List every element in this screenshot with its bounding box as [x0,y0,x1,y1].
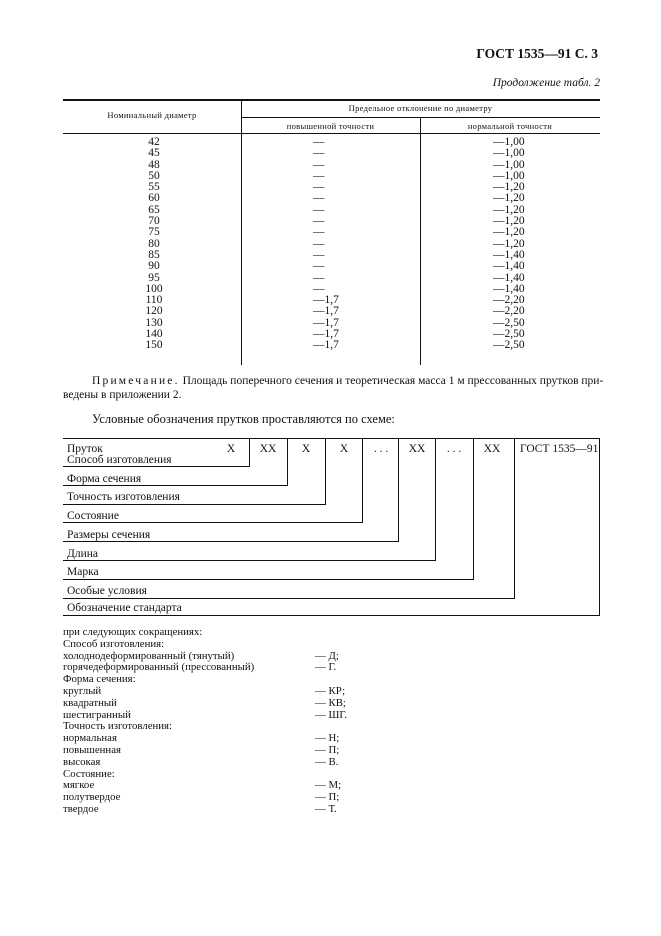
diameter-cell: 130 [145,316,163,329]
high-precision-cell: — [313,192,325,205]
header-nominal-diameter: Номинальный диаметр [107,110,197,120]
code-3: X [301,443,311,455]
diameter-cell: 95 [148,271,160,284]
high-precision-cell: —1,7 [313,305,339,318]
normal-precision-cell: —2,50 [493,328,525,341]
high-precision-cell: — [313,181,325,194]
table-continuation-label: Продолжение табл. 2 [492,77,600,89]
diameter-column [139,137,169,352]
scheme-row-method: Способ изготовления [67,454,172,466]
diameter-cell: 90 [148,260,160,273]
abbreviation-group-title: Способ изготовления: [63,637,165,650]
note-line-1: Площадь поперечного сечения и теоретическая масса 1 м прессованных прутков при- [182,375,604,387]
normal-precision-cell: —1,40 [493,248,525,261]
diameter-cell: 100 [145,282,163,295]
table-top-rule [63,99,600,101]
normal-precision-cell: —1,20 [493,203,525,216]
high-precision-cell: —1,7 [313,294,339,307]
scheme-standard: ГОСТ 1535—91 [520,443,599,455]
diameter-cell: 55 [148,181,160,194]
abbreviation-item [63,755,339,769]
table-col-divider-1 [241,99,242,365]
table-note [92,375,603,387]
abbreviation-name: квадратный [63,696,117,709]
scheme-row-length: Длина [67,548,98,560]
abbreviation-item [63,802,337,816]
scheme-sep [514,438,515,598]
normal-precision-column [493,137,533,352]
abbreviation-code: — Т. [315,802,337,815]
code-8: XX [483,443,501,455]
abbreviation-name: твердое [63,802,99,815]
high-precision-cell: — [313,215,325,228]
abbreviation-group-title: Точность изготовления: [63,720,173,733]
normal-precision-cell: —1,00 [493,158,525,171]
high-precision-cell: — [313,158,325,171]
abbreviation-name: нормальная [63,732,117,745]
diameter-cell: 42 [148,136,160,148]
normal-precision-cell: —1,20 [493,181,525,194]
scheme-start-label: Пруток [67,443,103,455]
scheme-sep [398,438,399,541]
note-line-2: ведены в приложении 2. [63,389,182,401]
scheme-row-rule [63,579,474,580]
note-label: Примечание. [92,375,180,387]
high-precision-cell: — [313,260,325,273]
scheme-sep [287,438,288,485]
code-1: X [226,443,236,455]
high-precision-cell: — [313,147,325,160]
normal-precision-cell: —1,40 [493,282,525,295]
diameter-cell: 85 [148,248,160,261]
abbreviation-group-title: Состояние: [63,767,115,780]
scheme-row-grade: Марка [67,566,99,578]
diameter-cell: 50 [148,169,160,182]
normal-precision-cell: —1,00 [493,136,525,148]
abbreviation-code: — П; [315,791,340,804]
scheme-row-rule [63,560,436,561]
abbreviation-code: — Н; [315,732,340,745]
scheme-row-size: Размеры сечения [67,529,151,541]
scheme-row-rule [63,522,363,523]
abbreviations-intro: при следующих сокращениях: [63,626,203,638]
normal-precision-cell: —2,20 [493,305,525,318]
diameter-cell: 48 [148,158,160,171]
scheme-sep [325,438,326,504]
header-limit-deviation: Предельное отклонение по диаметру [348,103,493,113]
scheme-row-rule [63,615,600,616]
normal-precision-cell: —1,40 [493,260,525,273]
header-high-precision: повышенной точности [286,121,375,131]
high-precision-cell: — [313,136,325,148]
normal-precision-cell: —1,20 [493,237,525,250]
high-precision-cell: — [313,169,325,182]
high-precision-cell: — [313,237,325,250]
abbreviation-name: шестигранный [63,708,131,721]
diameter-cell: 70 [148,215,160,228]
diameter-cell: 45 [148,147,160,160]
abbreviation-name: круглый [63,684,102,697]
table-col-divider-2 [420,117,421,365]
code-5: . . . [373,443,389,455]
table-header-rule [63,133,600,134]
scheme-row-rule [63,466,250,467]
abbreviation-name: горячедеформированный (прессованный) [63,661,255,674]
scheme-sep [473,438,474,579]
abbreviation-name: повышенная [63,743,121,756]
abbreviation-name: высокая [63,755,101,768]
abbreviation-name: холоднодеформированный (тянутый) [63,649,235,662]
diameter-cell: 120 [145,305,163,318]
scheme-row-state: Состояние [67,510,119,522]
high-precision-cell: —1,7 [313,339,339,352]
diameter-cell: 60 [148,192,160,205]
abbreviation-name: полутвердое [63,791,121,804]
header-normal-precision: нормальной точности [467,121,553,131]
normal-precision-cell: —2,20 [493,294,525,307]
normal-precision-cell: —1,00 [493,169,525,182]
tolerance-table [63,99,600,365]
scheme-row-shape: Форма сечения [67,473,142,485]
high-precision-column [313,137,353,352]
diameter-cell: 150 [145,339,163,352]
normal-precision-cell: —2,50 [493,316,525,329]
normal-precision-cell: —1,40 [493,271,525,284]
abbreviation-code: — КР; [315,684,346,697]
high-precision-cell: — [313,282,325,295]
scheme-row-rule [63,541,399,542]
scheme-sep [599,438,600,616]
scheme-sep [362,438,363,522]
code-4: X [339,443,349,455]
high-precision-cell: —1,7 [313,328,339,341]
normal-precision-cell: —1,20 [493,192,525,205]
diameter-cell: 65 [148,203,160,216]
abbreviations-list [63,626,348,816]
scheme-top-rule [63,438,600,439]
abbreviation-group-title: Форма сечения: [63,673,136,686]
scheme-row-precision: Точность изготовления [67,491,180,503]
scheme-row-rule [63,485,288,486]
normal-precision-cell: —1,20 [493,215,525,228]
abbreviation-code: — ШГ. [315,708,348,721]
scheme-row-rule [63,598,515,599]
high-precision-cell: — [313,226,325,239]
scheme-row-special: Особые условия [67,585,147,597]
high-precision-cell: — [313,271,325,284]
abbreviation-code: — В. [315,755,339,768]
abbreviation-code: — М; [315,779,342,792]
scheme-row-rule [63,504,326,505]
abbreviation-code: — КВ; [315,696,346,709]
abbreviation-code: — Д; [315,649,339,662]
diameter-cell: 75 [148,226,160,239]
abbreviation-name: мягкое [63,779,95,792]
high-precision-cell: —1,7 [313,316,339,329]
high-precision-cell: — [313,203,325,216]
abbreviation-code: — Г. [315,661,337,674]
scheme-row-standard: Обозначение стандарта [67,602,182,614]
scheme-sep [249,438,250,466]
normal-precision-cell: —1,20 [493,226,525,239]
code-7: . . . [446,443,462,455]
scheme-sep [435,438,436,560]
page-header: ГОСТ 1535—91 С. 3 [476,46,598,61]
high-precision-cell: — [313,248,325,261]
diameter-cell: 110 [145,294,163,307]
normal-precision-cell: —1,00 [493,147,525,160]
abbreviation-code: — П; [315,743,340,756]
designation-scheme [63,438,600,618]
scheme-intro: Условные обозначения прутков проставляются по схеме: [92,412,395,426]
diameter-cell: 80 [148,237,160,250]
code-2: XX [259,443,277,455]
diameter-cell: 140 [145,328,163,341]
code-6: XX [408,443,426,455]
normal-precision-cell: —2,50 [493,339,525,352]
